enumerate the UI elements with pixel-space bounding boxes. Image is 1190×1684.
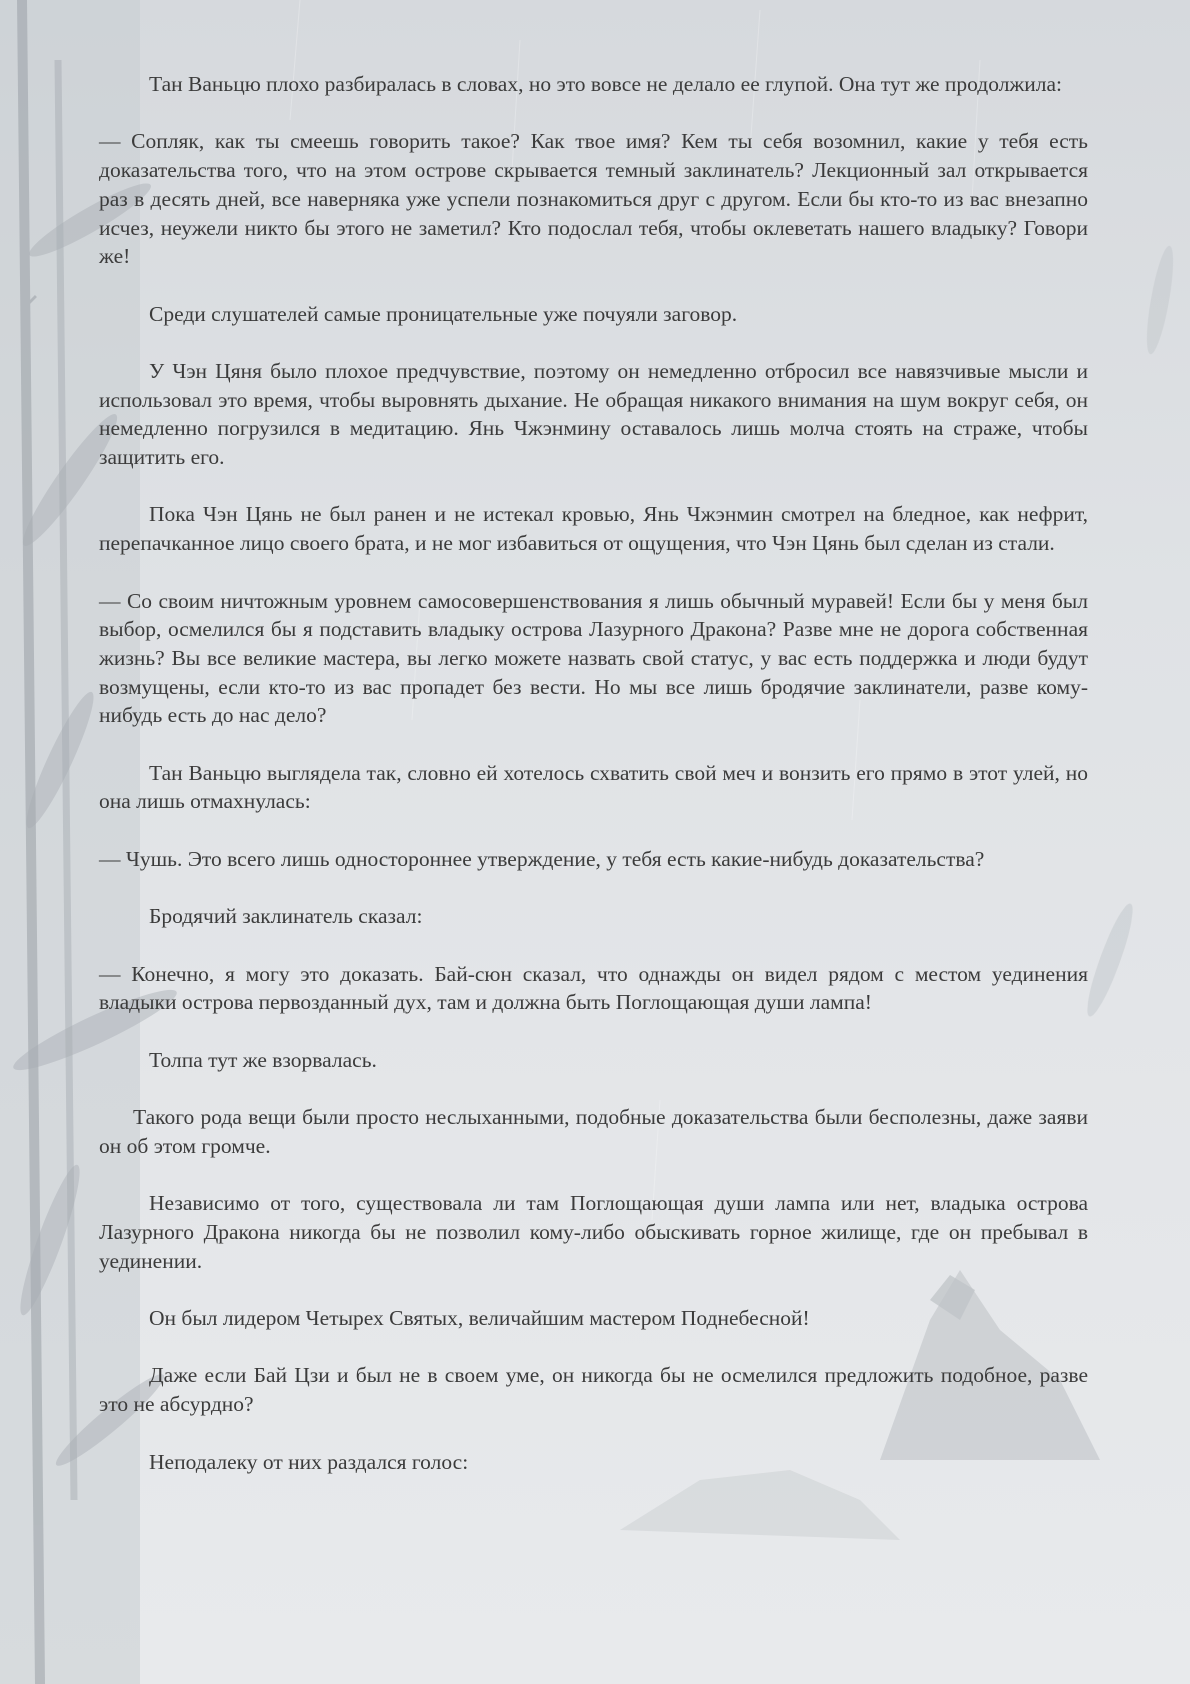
paragraph: — Конечно, я могу это доказать. Бай-сюн сказал, что однажды он видел рядом с местом уединения владыки острова первозданный дух, там и должна быть Поглощающая души лампа! [99,961,1088,1015]
paragraph: Независимо от того, существовала ли там Поглощающая души лампа или нет, владыка острова Лазурного Дракона никогда бы не позволил кому-либо обыскивать горное жилище, где он пребывал в уединении. [99,1191,1088,1273]
paragraph: У Чэн Цяня было плохое предчувствие, поэтому он немедленно отбросил все навязчивые мысли и использовал это время, чтобы выровнять дыхание. Не обращая никакого внимания на шум вокруг себя, он немедленно погрузился в медитацию. Янь Чжэнмину оставалось лишь молча стоять на страже, чтобы защитить его. [99,358,1088,470]
paragraph: Пока Чэн Цянь не был ранен и не истекал кровью, Янь Чжэнмин смотрел на бледное, как нефрит, перепачканное лицо своего брата, и не мог избавиться от ощущения, что Чэн Цянь был сделан из стали. [99,502,1088,556]
paragraph: Толпа тут же взорвалась. [149,1047,377,1072]
paragraph: Он был лидером Четырех Святых, величайшим мастером Поднебесной! [149,1306,810,1331]
paragraph: Такого рода вещи были просто неслыханными, подобные доказательства были бесполезны, даже заяви он об этом громче. [99,1105,1088,1158]
paragraph: Тан Ваньцю плохо разбиралась в словах, но это вовсе не делало ее глупой. Она тут же продолжила: [149,72,1063,96]
document-page [99,70,1088,1505]
paragraph: Тан Ваньцю выглядела так, словно ей хотелось схватить свой меч и вонзить его прямо в этот улей, но она лишь отмахнулась: [99,760,1088,814]
paragraph: — Сопляк, как ты смеешь говорить такое? Как твое имя? Кем ты себя возомнил, какие у тебя есть доказательства того, что на этом острове скрывается темный заклинатель? Лекционный зал открывается раз в десять дней, все наверняка уже успели познакомиться друг с другом. Если бы кто-то из вас внезапно исчез, неужели никто бы этого не заметил? Кто подослал тебя, чтобы оклеветать нашего владыку? Говори же! [99,129,1088,269]
paragraph: Среди слушателей самые проницательные уже почуяли заговор. [149,301,738,326]
paragraph: — Со своим ничтожным уровнем самосовершенствования я лишь обычный муравей! Если бы у меня был выбор, осмелился бы я подставить владыку острова Лазурного Дракона? Разве мне не дорога собственная жизнь? Вы все великие мастера, вы легко можете назвать свой статус, у вас есть поддержка и люди будут возмущены, если кто-то из вас пропадет без вести. Но мы все лишь бродячие заклинатели, разве кому-нибудь есть до нас дело? [99,588,1088,728]
paragraph: Неподалеку от них раздался голос: [149,1449,469,1474]
paragraph: Даже если Бай Цзи и был не в своем уме, он никогда бы не осмелился предложить подобное, разве это не абсурдно? [99,1363,1088,1417]
paragraph: Бродячий заклинатель сказал: [149,904,423,929]
paragraph: — Чушь. Это всего лишь одностороннее утверждение, у тебя есть какие-нибудь доказательства? [99,846,985,871]
